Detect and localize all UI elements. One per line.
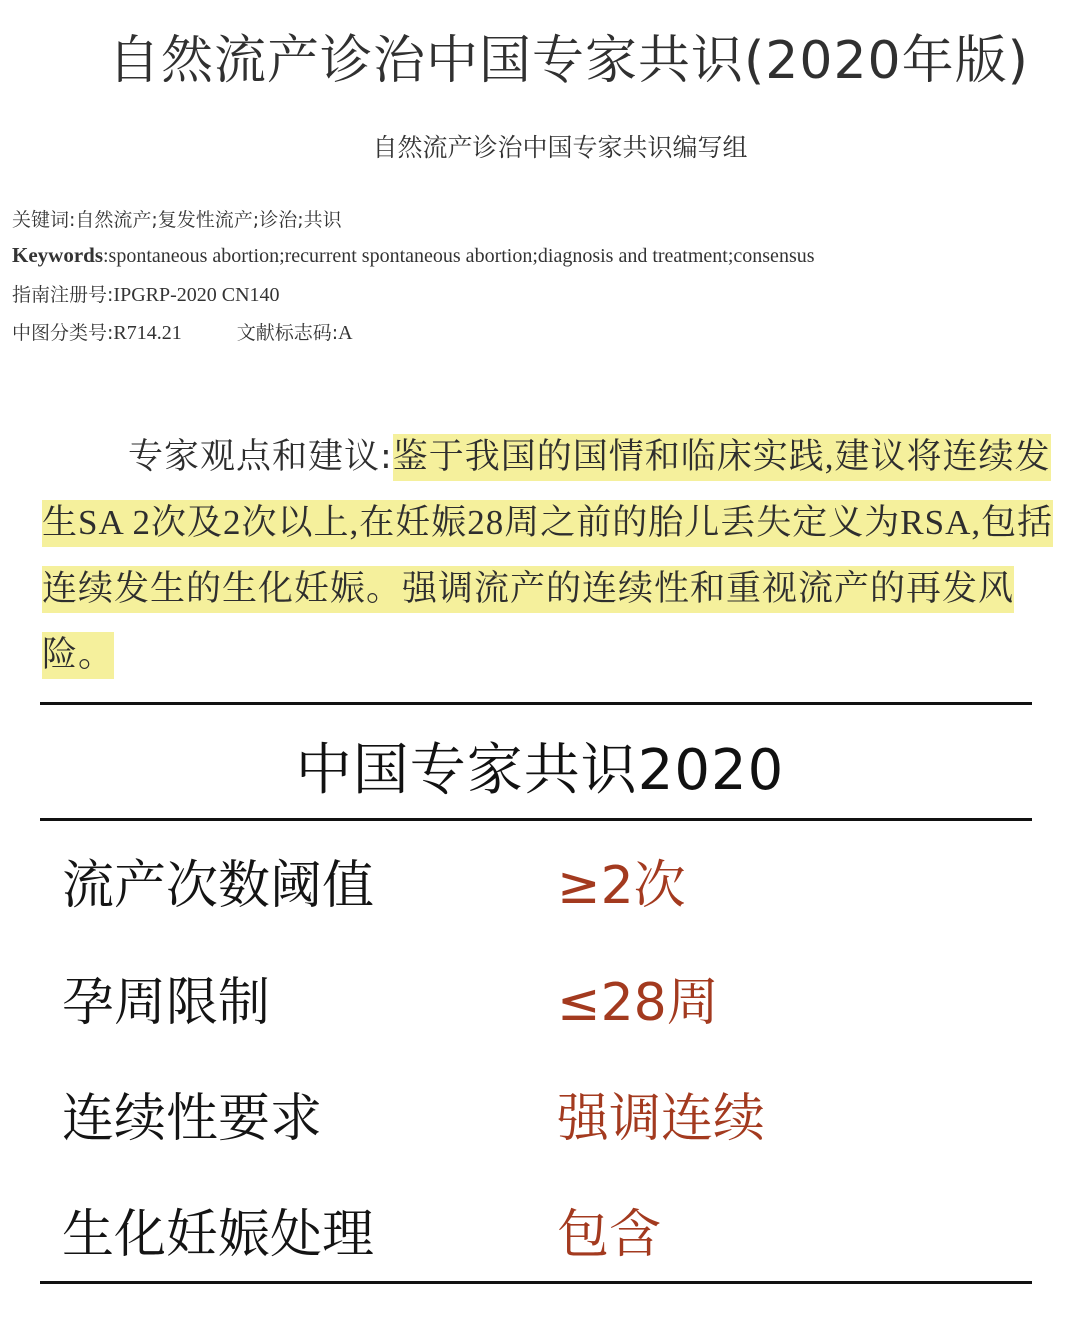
paper-authors: 自然流产诊治中国专家共识编写组 — [372, 133, 748, 162]
classification-line — [12, 318, 353, 345]
row-value: ≥2次 — [557, 856, 686, 916]
keywords-en-label: Keywords — [12, 243, 103, 267]
row-value: 包含 — [557, 1205, 662, 1265]
opinion-lead: 专家观点和建议: — [128, 437, 393, 477]
doc-code-value: A — [338, 322, 353, 344]
row-label: 连续性要求 — [62, 1089, 323, 1149]
registration-label: 指南注册号: — [12, 284, 114, 306]
table-top-rule — [40, 702, 1032, 705]
table-bottom-rule — [40, 1281, 1032, 1284]
keywords-en-value: :spontaneous abortion;recurrent spontaneous abortion;diagnosis and treatment;consensus — [103, 245, 815, 267]
registration-number — [12, 280, 280, 307]
expert-opinion-paragraph — [42, 424, 1067, 688]
row-value: ≤28周 — [557, 973, 719, 1033]
row-label: 流产次数阈值 — [62, 856, 375, 916]
registration-value: IPGRP-2020 CN140 — [113, 284, 280, 306]
table-row — [62, 843, 1022, 923]
clc-value: R714.21 — [113, 322, 182, 344]
row-label: 孕周限制 — [62, 973, 271, 1033]
table-row — [62, 1192, 1022, 1272]
row-label: 生化妊娠处理 — [62, 1205, 375, 1265]
summary-table-title: 中国专家共识2020 — [295, 738, 785, 803]
clc-label: 中图分类号: — [12, 322, 114, 344]
keywords-en — [12, 243, 815, 268]
opinion-highlighted-text: 鉴于我国的国情和临床实践,建议将连续发生SA 2次及2次以上,在妊娠28周之前的胎儿丢失定义为RSA,包括连续发生的生化妊娠。强调流产的连续性和重视流产的再发风险。 — [42, 434, 1053, 679]
keywords-cn-label: 关键词: — [12, 209, 76, 231]
paper-title: 自然流产诊治中国专家共识(2020年版) — [108, 31, 1029, 91]
table-row — [62, 1076, 1022, 1156]
row-value: 强调连续 — [557, 1089, 766, 1149]
keywords-cn-value: 自然流产;复发性流产;诊治;共识 — [75, 209, 342, 231]
table-row — [62, 960, 1022, 1040]
keywords-cn — [12, 205, 342, 232]
table-header-rule — [40, 818, 1032, 821]
doc-code-label: 文献标志码: — [236, 322, 339, 344]
